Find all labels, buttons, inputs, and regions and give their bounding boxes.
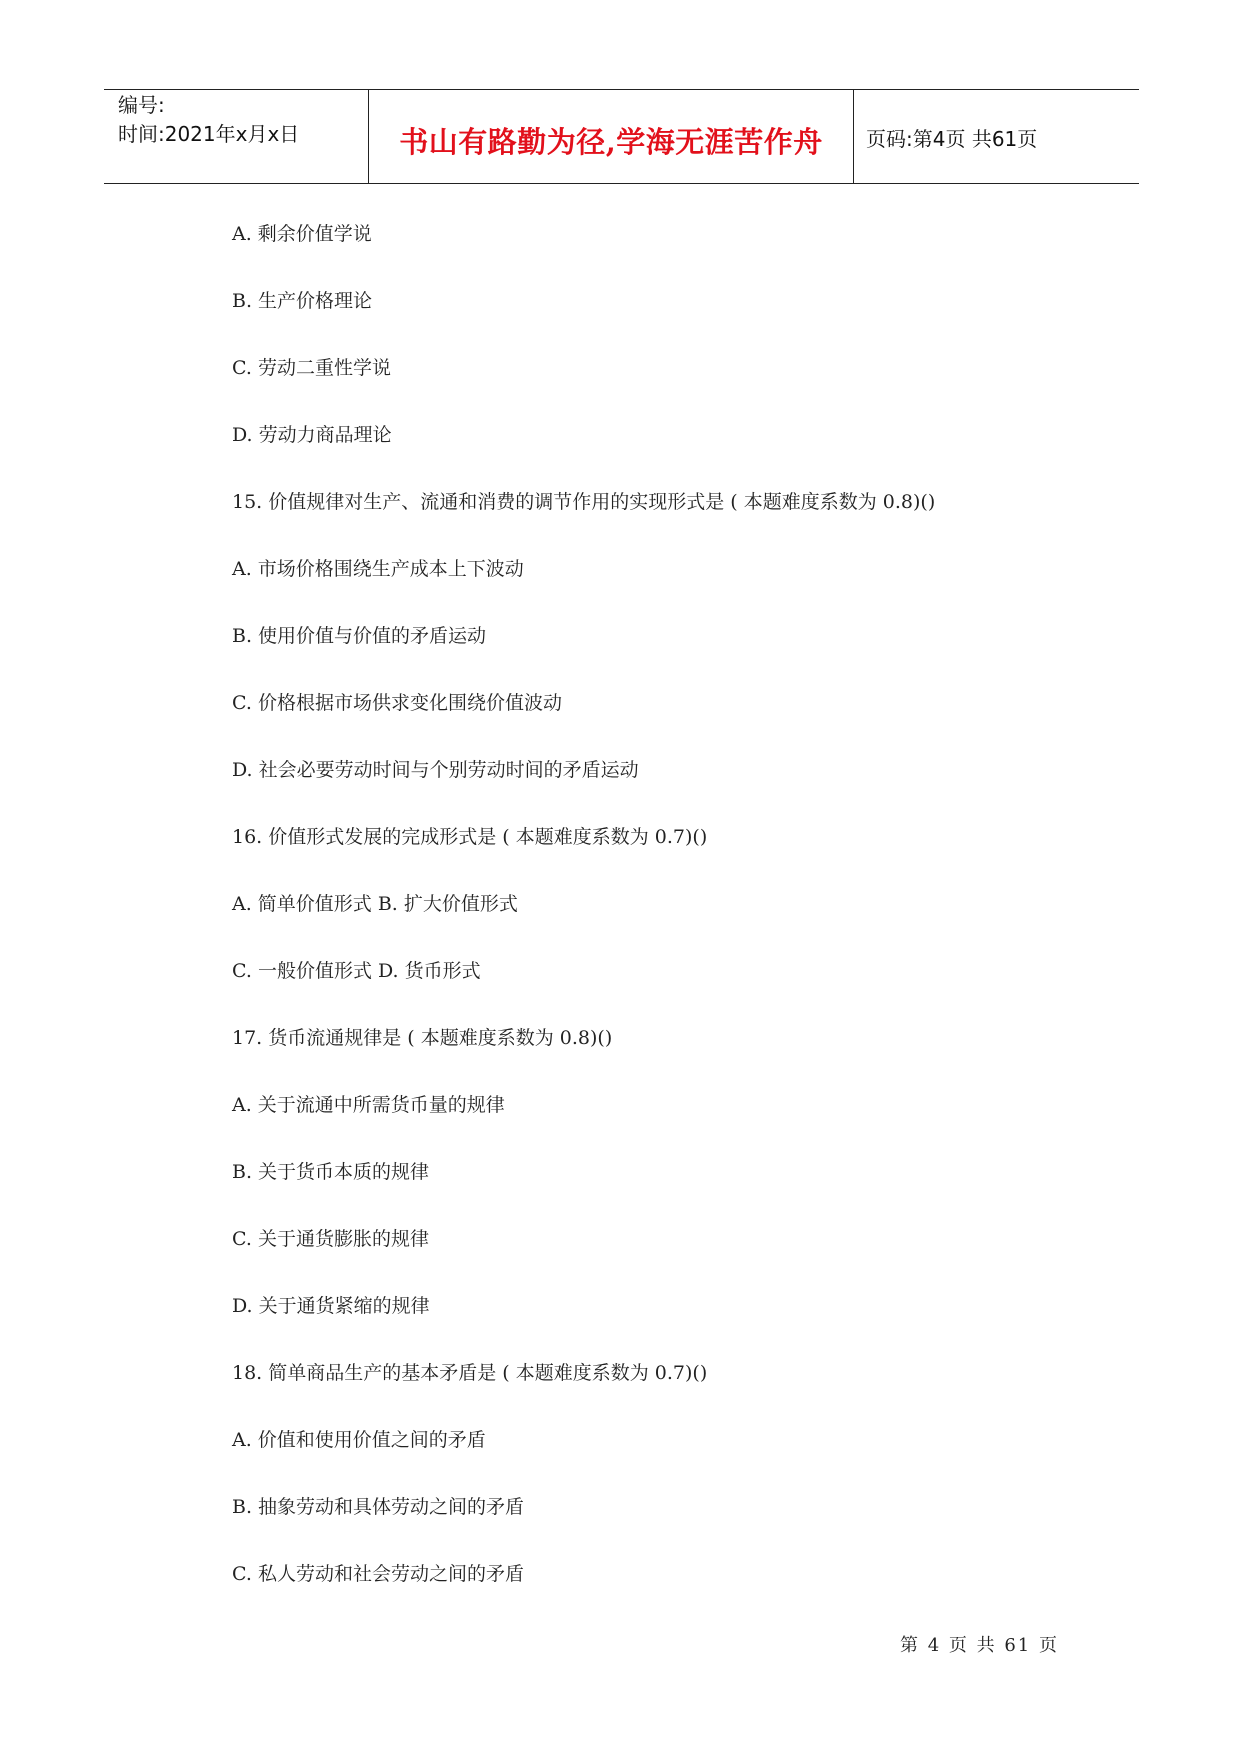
option-line: D. 劳动力商品理论 <box>232 424 392 446</box>
option-line: A. 简单价值形式 B. 扩大价值形式 <box>232 893 518 915</box>
question-line: 16. 价值形式发展的完成形式是 ( 本题难度系数为 0.7)() <box>232 826 708 848</box>
option-line: C. 私人劳动和社会劳动之间的矛盾 <box>232 1563 524 1585</box>
header-page-cell <box>854 90 1139 183</box>
option-line: C. 关于通货膨胀的规律 <box>232 1228 429 1250</box>
question-line: 17. 货币流通规律是 ( 本题难度系数为 0.8)() <box>232 1027 613 1049</box>
option-line: A. 价值和使用价值之间的矛盾 <box>232 1429 486 1451</box>
option-line: C. 一般价值形式 D. 货币形式 <box>232 960 481 982</box>
document-time-label: 时间:2021年x月x日 <box>118 122 300 146</box>
header-page-info: 页码:第4页 共61页 <box>866 127 1038 151</box>
option-line: D. 社会必要劳动时间与个别劳动时间的矛盾运动 <box>232 759 639 781</box>
header-meta-cell <box>104 90 368 183</box>
header-motto: 书山有路勤为径,学海无涯苦作舟 <box>399 125 823 159</box>
question-line: 18. 简单商品生产的基本矛盾是 ( 本题难度系数为 0.7)() <box>232 1362 708 1384</box>
option-line: A. 关于流通中所需货币量的规律 <box>232 1094 505 1116</box>
option-line: C. 价格根据市场供求变化围绕价值波动 <box>232 692 562 714</box>
page-footer: 第 4 页 共 61 页 <box>900 1635 1059 1656</box>
option-line: D. 关于通货紧缩的规律 <box>232 1295 430 1317</box>
option-line: B. 生产价格理论 <box>232 290 373 312</box>
question-content <box>232 214 1112 1621</box>
document-number-label: 编号: <box>118 93 165 117</box>
option-line: A. 市场价格围绕生产成本上下波动 <box>232 558 524 580</box>
option-line: C. 劳动二重性学说 <box>232 357 391 379</box>
header-motto-cell <box>368 90 854 183</box>
question-line: 15. 价值规律对生产、流通和消费的调节作用的实现形式是 ( 本题难度系数为 0.8)() <box>232 491 936 513</box>
page-header <box>104 89 1139 184</box>
option-line: B. 抽象劳动和具体劳动之间的矛盾 <box>232 1496 525 1518</box>
option-line: B. 关于货币本质的规律 <box>232 1161 430 1183</box>
option-line: B. 使用价值与价值的矛盾运动 <box>232 625 487 647</box>
option-line: A. 剩余价值学说 <box>232 223 372 245</box>
